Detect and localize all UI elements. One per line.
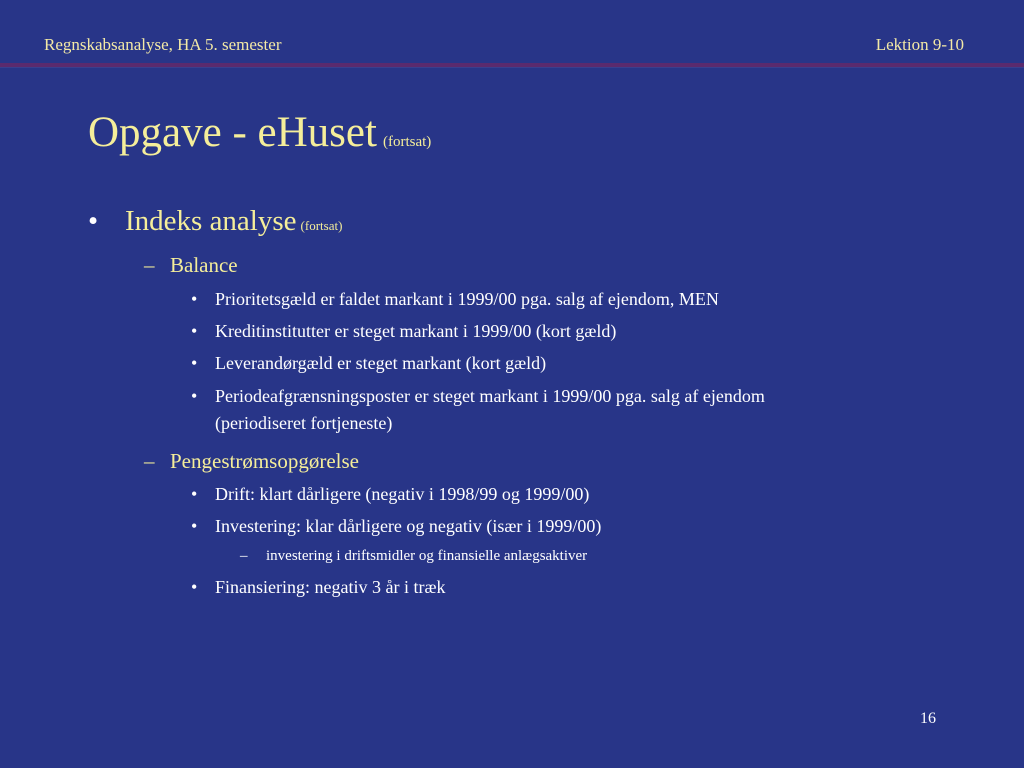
list-item-continuation: (periodiseret fortjeneste) [215,413,393,433]
subheading-label: Pengestrømsopgørelse [170,449,359,473]
list-item-text: Leverandørgæld er steget markant (kort gæld) [215,353,547,373]
bullet-marker: • [191,289,198,309]
header-divider-shadow [0,67,1024,68]
header-lecture: Lektion 9-10 [875,35,964,54]
sub-list-item-text: investering i driftsmidler og finansielle anlægsaktiver [266,548,588,564]
dash-marker: – [144,449,155,473]
list-item-text: Kreditinstitutter er steget markant i 1999/00 (kort gæld) [215,321,617,341]
bullet-marker: • [191,484,198,504]
slide-title-main: Opgave - eHuset [88,109,377,156]
bullet-marker: • [191,386,198,406]
dash-marker: – [144,253,155,277]
bullet-label: Indeks analyse [125,205,297,237]
bullet-marker: • [191,516,198,536]
dash-marker: – [240,548,248,564]
page-number: 16 [920,710,936,727]
list-item-text: Periodeafgrænsningsposter er steget markant i 1999/00 pga. salg af ejendom [215,386,765,406]
bullet-marker: • [88,205,99,237]
list-item-text: Drift: klart dårligere (negativ i 1998/99 og 1999/00) [215,484,590,504]
subheading-label: Balance [170,253,238,277]
bullet-marker: • [191,321,198,341]
slide-title [88,108,431,157]
bullet-label-sub: (fortsat) [300,218,343,233]
header-course: Regnskabsanalyse, HA 5. semester [44,35,282,54]
bullet-marker: • [191,353,198,373]
list-item-text: Prioritetsgæld er faldet markant i 1999/00 pga. salg af ejendom, MEN [215,289,719,309]
list-item-text: Finansiering: negativ 3 år i træk [215,577,446,597]
slide-title-sub: (fortsat) [382,134,432,150]
list-item-text: Investering: klar dårligere og negativ (især i 1999/00) [215,516,602,536]
bullet-marker: • [191,577,198,597]
